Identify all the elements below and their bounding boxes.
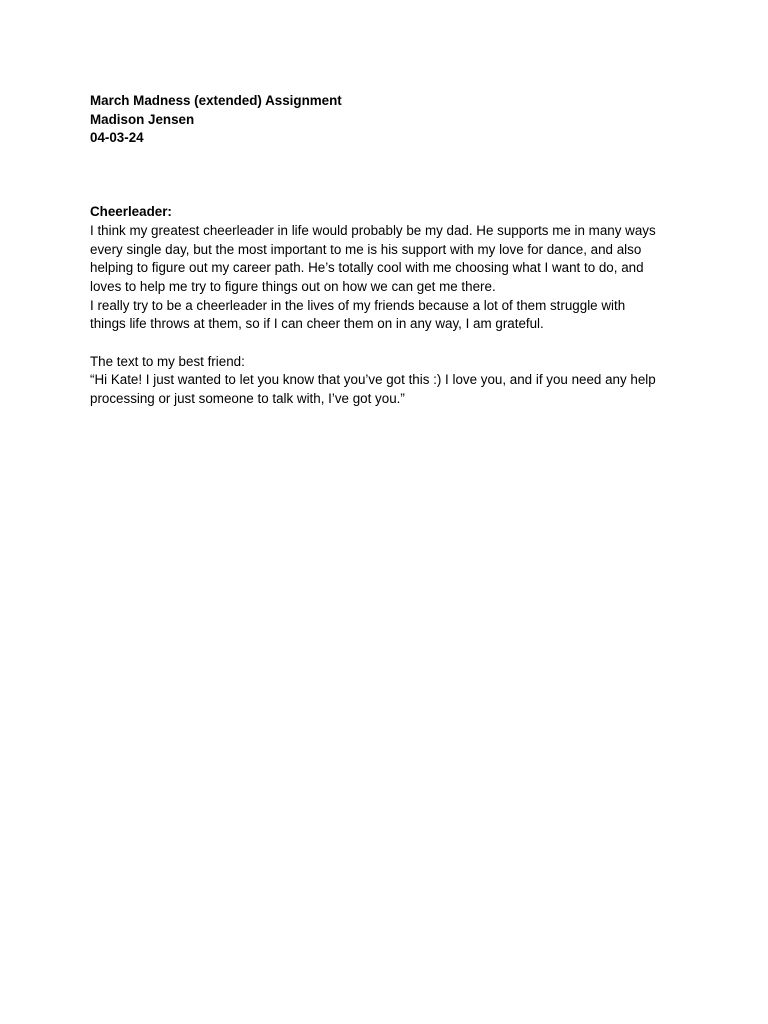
quote-line: “Hi Kate! I just wanted to let you know that you’ve got this :) I love you, and if you need any help [90, 372, 656, 388]
assignment-date: 04-03-24 [90, 130, 144, 146]
paragraph-line: I really try to be a cheerleader in the lives of my friends because a lot of them struggle with [90, 297, 626, 313]
paragraph-friends [90, 297, 690, 334]
spacer [90, 334, 690, 353]
quote-line: processing or just someone to talk with, I’ve got you.” [90, 391, 405, 407]
spacer [90, 148, 690, 203]
document-content [90, 92, 690, 409]
paragraph-line: loves to help me try to figure things out on how we can get me there. [90, 278, 496, 294]
assignment-title: March Madness (extended) Assignment [90, 93, 342, 108]
author-name: Madison Jensen [90, 111, 195, 127]
quote-block [90, 371, 690, 408]
text-intro: The text to my best friend: [90, 353, 245, 369]
paragraph-line: helping to figure out my career path. He’s totally cool with me choosing what I want to do, and [90, 260, 644, 276]
paragraph-line: every single day, but the most important to me is his support with my love for dance, and also [90, 241, 642, 257]
paragraph-cheerleader [90, 222, 690, 297]
paragraph-line: I think my greatest cheerleader in life would probably be my dad. He supports me in many ways [90, 222, 656, 238]
section-heading: Cheerleader: [90, 204, 172, 220]
paragraph-line: things life throws at them, so if I can cheer them on in any way, I am grateful. [90, 316, 544, 332]
